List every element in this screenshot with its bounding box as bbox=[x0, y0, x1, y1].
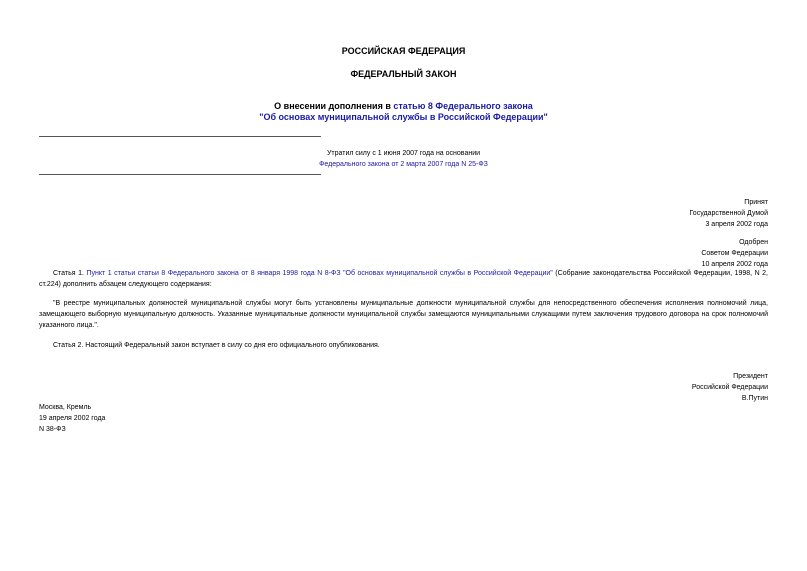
adopted-line-1: Принят bbox=[744, 199, 768, 206]
law-number-line: N 38-ФЗ bbox=[39, 426, 66, 433]
article-1 bbox=[39, 268, 768, 290]
article-1-rest: (Собрание законодательства Российской Федерации, 1998, N 2, ст.224) дополнить абзацем следующего содержания: bbox=[39, 270, 768, 288]
quoted-paragraph-text: "В реестре муниципальных должностей муниципальной службы могут быть установлены муниципальные должности муниципальной службы для непосредственного обеспечения исполнения полномочий лица, замещающего выборную муниципальную должность. Указанные муниципальные должности муниципальной службы замещаются муниципальными служащими путем заключения трудового договора на срок полномочий указанного лица.". bbox=[39, 300, 768, 329]
article-1-link[interactable]: Пункт 1 статьи статьи 8 Федерального закона от 8 января 1998 года N 8-ФЗ "Об основах муниципальной службы в Российской Федерации" bbox=[86, 270, 553, 277]
article-1-prefix: Статья 1. bbox=[53, 270, 87, 277]
approved-block bbox=[701, 237, 768, 270]
country-heading: РОССИЙСКАЯ ФЕДЕРАЦИЯ bbox=[341, 46, 466, 56]
approved-line-3: 10 апреля 2002 года bbox=[701, 261, 768, 268]
divider-bottom bbox=[39, 174, 321, 175]
repeal-law-link[interactable]: Федерального закона от 2 марта 2007 года N 25-ФЗ bbox=[319, 161, 488, 168]
divider-top bbox=[39, 136, 321, 137]
adopted-block bbox=[689, 197, 768, 230]
adopted-line-2: Государственной Думой bbox=[689, 210, 768, 217]
law-title bbox=[0, 101, 807, 123]
place-line: Москва, Кремль bbox=[39, 404, 92, 411]
article-2-text: Статья 2. Настоящий Федеральный закон вступает в силу со дня его официального опубликования. bbox=[53, 342, 380, 349]
doc-type-heading: ФЕДЕРАЛЬНЫЙ ЗАКОН bbox=[350, 69, 457, 79]
adopted-line-3: 3 апреля 2002 года bbox=[705, 221, 768, 228]
signature-line-1: Президент bbox=[733, 373, 768, 380]
article-2 bbox=[39, 340, 768, 351]
place-date-block bbox=[39, 402, 105, 435]
signature-block bbox=[692, 371, 768, 404]
title-law-name-link[interactable]: "Об основах муниципальной службы в Российской Федерации" bbox=[259, 112, 548, 122]
quoted-paragraph bbox=[39, 298, 768, 331]
date-line: 19 апреля 2002 года bbox=[39, 415, 106, 422]
approved-line-1: Одобрен bbox=[739, 239, 768, 246]
signature-line-3: В.Путин bbox=[741, 395, 768, 402]
approved-line-2: Советом Федерации bbox=[701, 250, 768, 257]
title-article-link[interactable]: статью 8 Федерального закона bbox=[393, 101, 533, 111]
signature-line-2: Российской Федерации bbox=[691, 384, 768, 391]
title-prefix: О внесении дополнения в bbox=[274, 101, 394, 111]
repeal-notice-text: Утратил силу с 1 июня 2007 года на основании bbox=[326, 150, 481, 157]
repeal-notice bbox=[0, 148, 807, 170]
